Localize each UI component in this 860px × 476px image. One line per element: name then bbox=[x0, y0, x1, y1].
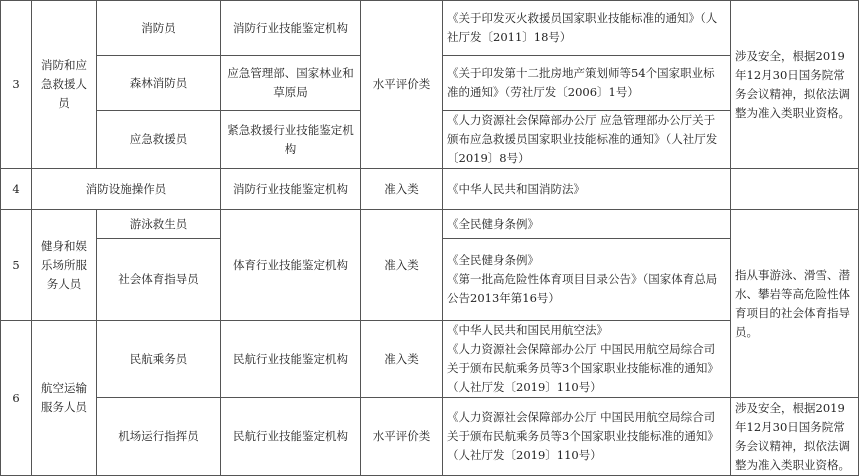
implementing-body: 应急管理部、国家林业和草原局 bbox=[221, 56, 361, 111]
legal-basis: 《关于印发第十二批房地产策划师等54个国家职业标准的通知》（劳社厅发〔2006〕1号） bbox=[443, 56, 731, 111]
legal-basis: 《关于印发灭火救援员国家职业技能标准的通知》（人社厅发〔2011〕18号） bbox=[443, 1, 731, 56]
qualification-type: 水平评价类 bbox=[361, 1, 443, 169]
occupation-name: 消防员 bbox=[97, 1, 221, 56]
occupation-category: 健身和娱乐场所服务人员 bbox=[32, 210, 97, 321]
remarks bbox=[731, 169, 859, 210]
table-row bbox=[1, 169, 859, 210]
remarks: 涉及安全，根据2019年12月30日国务院常务会议精神，拟依法调整为准入类职业资格。 bbox=[731, 1, 859, 169]
occupation-name: 社会体育指导员 bbox=[97, 239, 221, 321]
table-row bbox=[1, 1, 859, 56]
legal-basis-line: 《人力资源社会保障部办公厅 中国民用航空局综合司关于颁布民航乘务员等3个国家职业技能标准的通知》（人社厅发〔2019〕110号） bbox=[447, 342, 719, 394]
occupation-name: 民航乘务员 bbox=[97, 321, 221, 398]
implementing-body: 紧急救援行业技能鉴定机构 bbox=[221, 111, 361, 169]
legal-basis: 《人力资源社会保障部办公厅 应急管理部办公厅关于颁布应急救援员国家职业技能标准的通知》（人社厅发〔2019〕8号） bbox=[443, 111, 731, 169]
legal-basis bbox=[443, 239, 731, 321]
remarks: 涉及安全，根据2019年12月30日国务院常务会议精神，拟依法调整为准入类职业资格。 bbox=[731, 398, 859, 476]
qualification-type: 准入类 bbox=[361, 321, 443, 398]
occupation-name: 游泳救生员 bbox=[97, 210, 221, 239]
occupation-name: 森林消防员 bbox=[97, 56, 221, 111]
row-number: 3 bbox=[1, 1, 32, 169]
occupation-name: 机场运行指挥员 bbox=[97, 398, 221, 476]
legal-basis bbox=[443, 321, 731, 398]
row-number: 5 bbox=[1, 210, 32, 321]
table-row bbox=[1, 321, 859, 398]
table-row bbox=[1, 398, 859, 476]
row-number: 4 bbox=[1, 169, 32, 210]
occupation-category: 消防和应急救援人员 bbox=[32, 1, 97, 169]
qualification-type: 准入类 bbox=[361, 210, 443, 321]
implementing-body: 民航行业技能鉴定机构 bbox=[221, 398, 361, 476]
table-row bbox=[1, 210, 859, 239]
implementing-body: 消防行业技能鉴定机构 bbox=[221, 169, 361, 210]
legal-basis-line: 《第一批高危险性体育项目目录公告》（国家体育总局公告2013年第16号） bbox=[447, 272, 718, 305]
legal-basis-line: 《中华人民共和国民用航空法》 bbox=[447, 323, 608, 337]
remarks: 指从事游泳、滑雪、潜水、攀岩等高危险性体育项目的社会体育指导员。 bbox=[731, 210, 859, 398]
occupation-name: 消防设施操作员 bbox=[32, 169, 221, 210]
qualification-type: 水平评价类 bbox=[361, 398, 443, 476]
legal-basis: 《人力资源社会保障部办公厅 中国民用航空局综合司关于颁布民航乘务员等3个国家职业技能标准的通知》（人社厅发〔2019〕110号） bbox=[443, 398, 731, 476]
implementing-body: 体育行业技能鉴定机构 bbox=[221, 210, 361, 321]
legal-basis-line: 《全民健身条例》 bbox=[447, 253, 539, 267]
row-number: 6 bbox=[1, 321, 32, 476]
occupation-name: 应急救援员 bbox=[97, 111, 221, 169]
occupation-category: 航空运输服务人员 bbox=[32, 321, 97, 476]
legal-basis: 《中华人民共和国消防法》 bbox=[443, 169, 731, 210]
implementing-body: 消防行业技能鉴定机构 bbox=[221, 1, 361, 56]
implementing-body: 民航行业技能鉴定机构 bbox=[221, 321, 361, 398]
qualification-type: 准入类 bbox=[361, 169, 443, 210]
legal-basis: 《全民健身条例》 bbox=[443, 210, 731, 239]
